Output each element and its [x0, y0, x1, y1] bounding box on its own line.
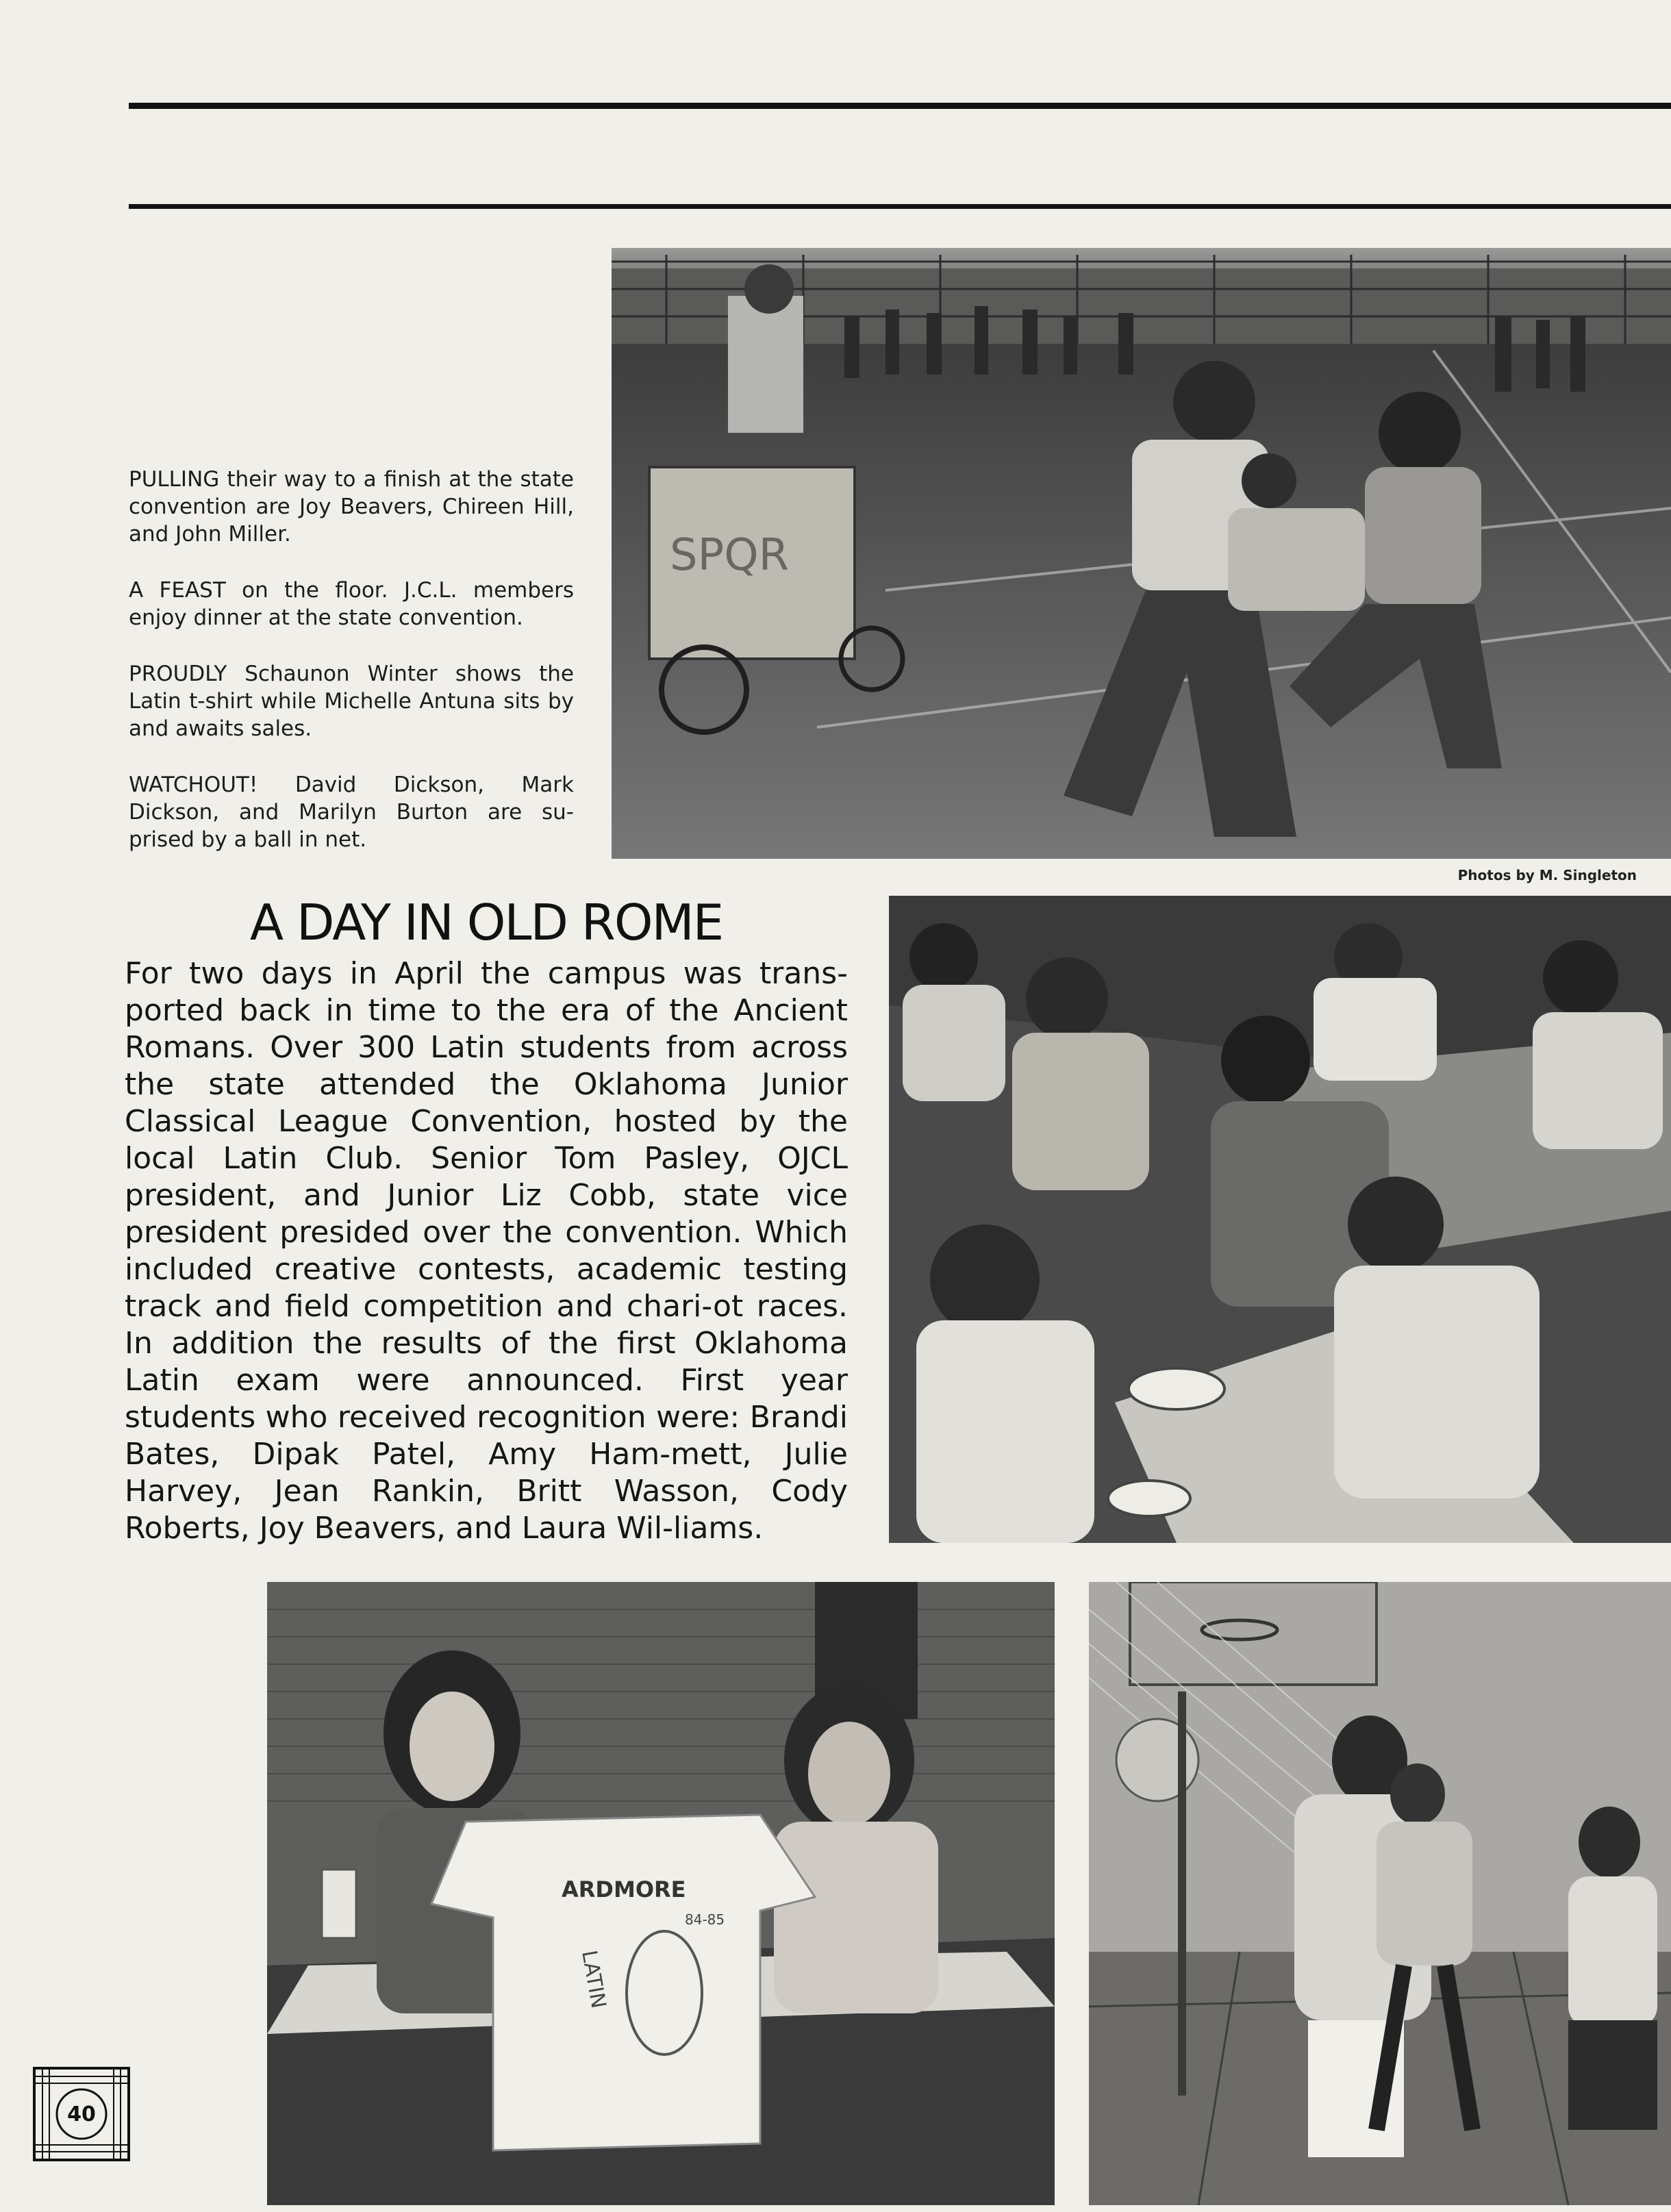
captions-column: [129, 466, 574, 882]
header-rule-bottom: [129, 204, 1671, 209]
page-number-box: [33, 2067, 130, 2161]
caption-feast: A FEAST on the floor. J.C.L. members enjoy dinner at the state convention.: [129, 578, 574, 630]
shirt-year: 84-85: [685, 1911, 725, 1928]
photo-credit: Photos by M. Singleton: [1457, 867, 1637, 883]
photo-tshirt-sales: [267, 1582, 1055, 2205]
photo-gym-ball-net: [1089, 1582, 1671, 2205]
caption-chariot: PULLING their way to a finish at the state convention are Joy Beavers, Chireen Hill, and John Miller.: [129, 467, 574, 546]
caption-tshirt: PROUDLY Schaunon Winter shows the Latin t-shirt while Michelle Antuna sits by and awaits sales.: [129, 662, 574, 741]
chariot-label: SPQR: [670, 530, 790, 581]
story-body: For two days in April the campus was trans-ported back in time to the era of the Ancient Romans. Over 300 Latin students from across the state attended the Oklahoma Junior Classical League Convention, hosted by the local Latin Club. Senior Tom Pasley, OJCL president, and Junior Liz Cobb, state vice president presided over the convention. Which included creative contests, academic testing track and field competition and chari-ot races. In addition the results of the first Oklahoma Latin exam were announced. First year students who received recognition were: Brandi Bates, Dipak Patel, Amy Ham-mett, Julie Harvey, Jean Rankin, Britt Wasson, Cody Roberts, Joy Beavers, and Laura Wil-liams.: [125, 956, 848, 1546]
photo-chariot-race: [612, 248, 1671, 859]
page-number: 40: [67, 2102, 96, 2126]
header-rule-top: [129, 103, 1671, 109]
caption-gym: WATCHOUT! David Dickson, Mark Dickson, and Marilyn Burton are su-prised by a ball in net.: [129, 772, 574, 852]
story-headline: A DAY IN OLD ROME: [249, 894, 723, 951]
shirt-word: LATIN: [577, 1948, 611, 2011]
photo-feast-on-floor: [889, 896, 1671, 1543]
shirt-title: ARDMORE: [562, 1876, 686, 1902]
